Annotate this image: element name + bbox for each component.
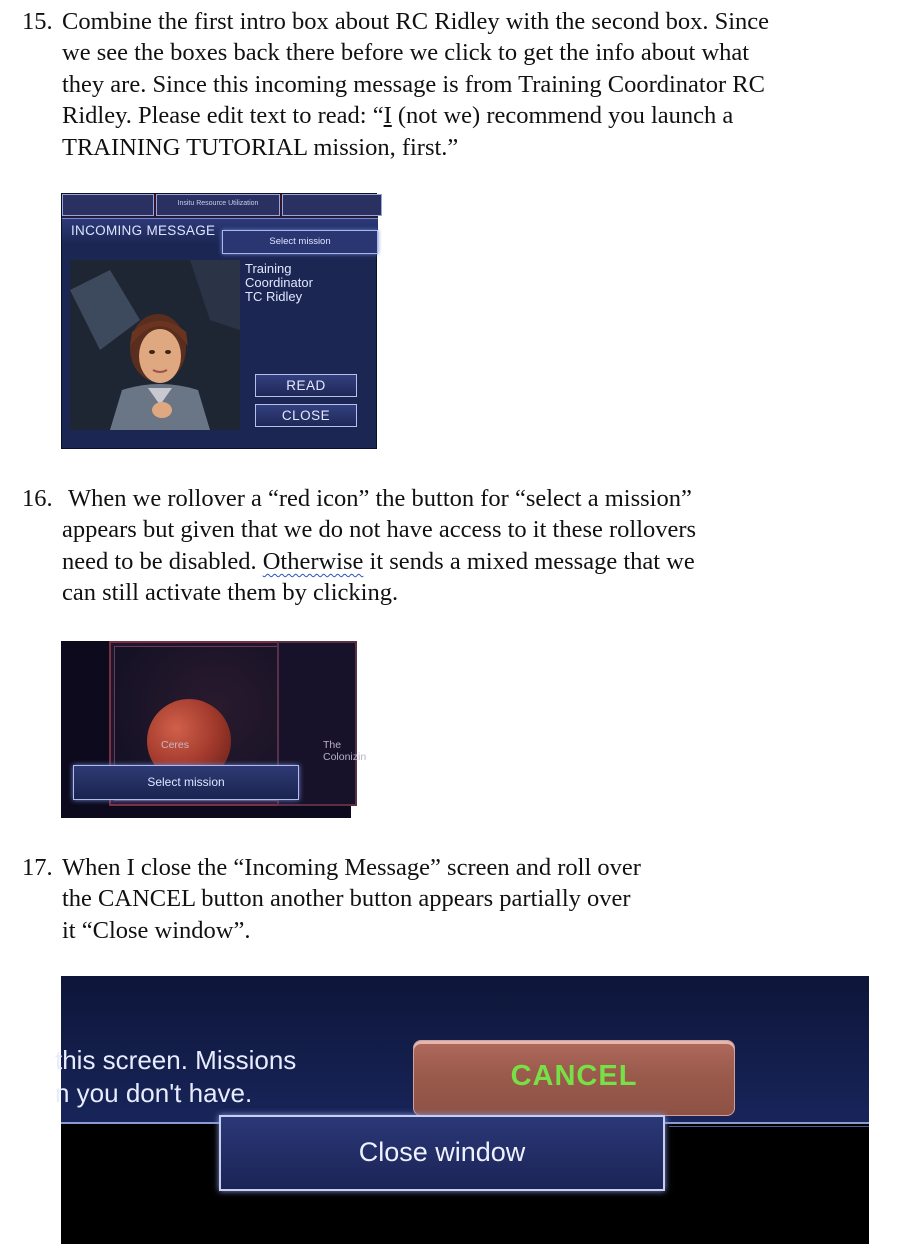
dialog-text-line: n you don't have. <box>55 1078 253 1108</box>
mission-tab[interactable] <box>282 194 382 216</box>
item-number: 17. <box>22 854 53 881</box>
item-number: 15. <box>22 8 53 35</box>
incoming-message-screenshot <box>61 193 377 449</box>
read-button[interactable]: READ <box>255 374 357 397</box>
text-segment: it sends a mixed message that we <box>363 547 695 575</box>
item-text-line: When we rollover a “red icon” the button for “select a mission” <box>68 485 692 512</box>
side-card-label <box>323 739 366 763</box>
mission-rollover-screenshot <box>61 641 367 818</box>
grammar-flagged-word: Otherwise <box>262 547 364 575</box>
text-segment: (not we) recommend you launch a <box>391 102 734 130</box>
side-card-label-line: The <box>323 739 342 751</box>
item-text-line: Combine the first intro box about RC Ridley with the second box. Since <box>62 8 770 35</box>
item-text-line: can still activate them by clicking. <box>62 579 399 607</box>
item-text-line: appears but given that we do not have access to it these rollovers <box>62 516 697 544</box>
item-text-line <box>22 546 696 577</box>
sender-line: Coordinator <box>245 275 313 290</box>
tab-label: Insitu Resource Utilization <box>177 200 259 207</box>
mission-tab[interactable] <box>62 194 154 216</box>
sender-info <box>245 262 313 304</box>
item-text-line: they are. Since this incoming message is from Training Coordinator RC <box>62 70 765 98</box>
underlined-pronoun: I <box>383 102 392 130</box>
item-text-line: When I close the “Incoming Message” screen and roll over <box>62 854 641 881</box>
item-16 <box>22 483 696 609</box>
mission-tab-insitu[interactable] <box>156 194 280 216</box>
item-text-line: it “Close window”. <box>62 916 251 944</box>
text-segment: Ridley. Please edit text to read: “ <box>62 102 384 130</box>
coordinator-portrait <box>70 260 240 430</box>
item-text-line: the CANCEL button another button appears partially over <box>62 885 631 913</box>
sender-line: Training <box>245 261 292 276</box>
side-card-label-line: Colonizin <box>323 751 367 763</box>
header-title: INCOMING MESSAGE <box>71 223 216 238</box>
planet-label: Ceres <box>161 739 190 751</box>
item-17 <box>22 852 641 946</box>
cancel-button[interactable]: CANCEL <box>413 1040 735 1116</box>
portrait-image <box>70 260 240 430</box>
sender-line: TC Ridley <box>245 289 303 304</box>
dialog-text-line: this screen. Missions <box>55 1045 297 1075</box>
select-mission-button[interactable]: Select mission <box>222 230 378 254</box>
close-window-button[interactable]: Close window <box>219 1115 665 1191</box>
item-text-line: TRAINING TUTORIAL mission, first.” <box>62 133 459 161</box>
item-15 <box>22 6 769 163</box>
close-button[interactable]: CLOSE <box>255 404 357 427</box>
item-number: 16. <box>22 485 53 512</box>
item-text-line: we see the boxes back there before we click to get the info about what <box>62 39 750 67</box>
text-segment: need to be disabled. <box>62 547 263 575</box>
select-mission-button[interactable]: Select mission <box>73 765 299 800</box>
mission-tabs-strip <box>62 194 378 218</box>
cancel-overlap-screenshot <box>55 976 869 1244</box>
panel-rail <box>669 1126 869 1132</box>
item-text-line <box>22 100 769 131</box>
dialog-text <box>55 1044 296 1110</box>
